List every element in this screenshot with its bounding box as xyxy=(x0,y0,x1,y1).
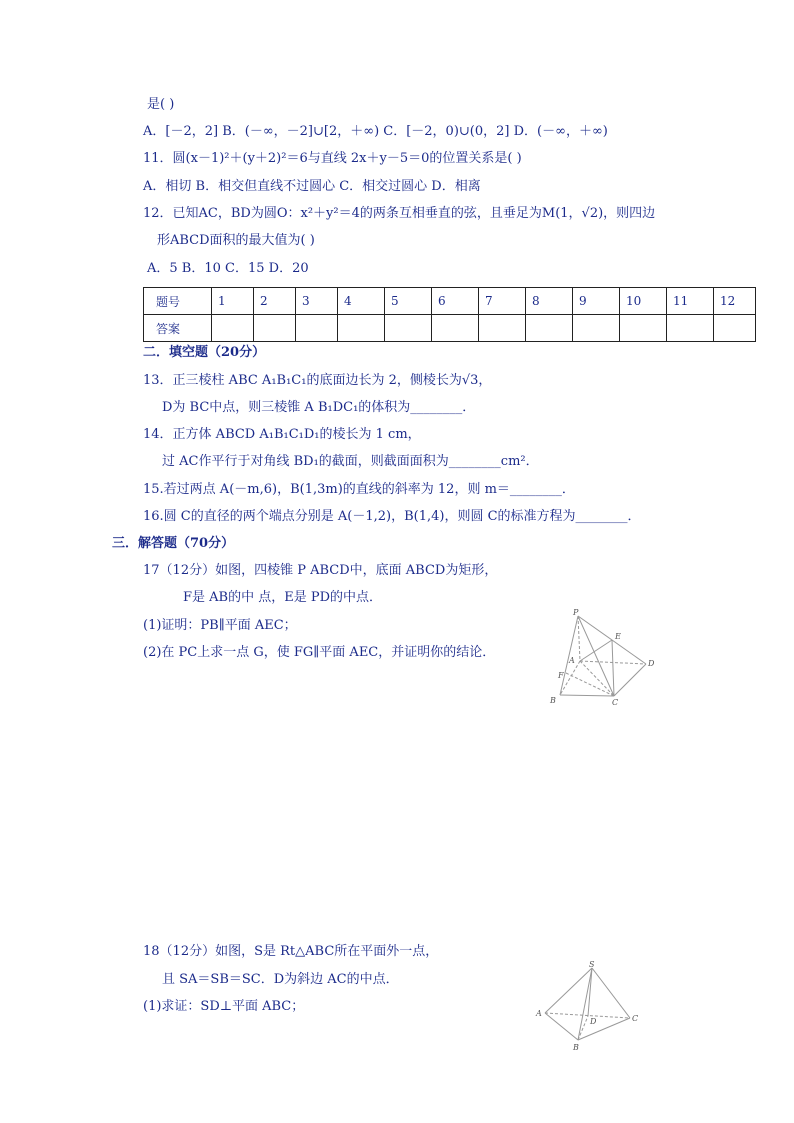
table-cell-number: 2 xyxy=(254,288,296,315)
q11-options: A．相切 B．相交但直线不过圆心 C．相交过圆心 D．相离 xyxy=(143,179,481,194)
label-c: C xyxy=(612,698,619,707)
section3-title: 三．解答题（70分） xyxy=(112,536,235,551)
answer-cell[interactable] xyxy=(526,315,573,342)
label-e: E xyxy=(615,632,621,641)
q16: 16.圆 C的直径的两个端点分别是 A(－1,2)，B(1,4)，则圆 C的标准方程为________． xyxy=(143,509,641,524)
answer-cell[interactable] xyxy=(479,315,526,342)
label-c: C xyxy=(632,1014,639,1023)
table-cell-number: 7 xyxy=(479,288,526,315)
q12-stem: 12．已知AC，BD为圆O：x²＋y²＝4的两条互相垂直的弦，且垂足为M(1，√2)，则四边 xyxy=(143,206,656,221)
answer-cell[interactable] xyxy=(432,315,479,342)
table-cell-number: 9 xyxy=(573,288,620,315)
table-cell-number: 12 xyxy=(714,288,756,315)
answer-cell[interactable] xyxy=(296,315,338,342)
table-cell-number: 6 xyxy=(432,288,479,315)
q17-line2: F是 AB的中 点，E是 PD的中点． xyxy=(183,590,383,605)
table-cell-number: 3 xyxy=(296,288,338,315)
answer-table-number-row xyxy=(144,288,756,315)
label-a: A xyxy=(569,656,575,665)
q18-pyramid-figure xyxy=(530,958,650,1053)
label-f: F xyxy=(558,671,564,680)
q18-part1: (1)求证：SD⊥平面 ABC； xyxy=(143,999,305,1014)
q18-line1: 18（12分）如图，S是 Rt△ABC所在平面外一点， xyxy=(143,944,439,959)
answer-table xyxy=(143,287,756,342)
q10-tail: 是( ) xyxy=(147,97,175,112)
table-cell-number: 4 xyxy=(338,288,385,315)
q10-options: A．[－2，2] B．(－∞，－2]∪[2，＋∞) C．[－2，0)∪(0，2] D．(－∞，＋∞) xyxy=(143,124,608,139)
table-cell-number: 1 xyxy=(212,288,254,315)
section2-title: 二．填空题（20分） xyxy=(143,345,266,360)
q14-line1: 14．正方体 ABCD A₁B₁C₁D₁的棱长为 1 cm， xyxy=(143,427,421,442)
q17-part2: (2)在 PC上求一点 G，使 FG∥平面 AEC，并证明你的结论． xyxy=(143,645,496,660)
q15: 15.若过两点 A(－m,6)，B(1,3m)的直线的斜率为 12，则 m＝________． xyxy=(143,482,575,497)
table-header-number: 题号 xyxy=(144,288,212,315)
answer-cell[interactable] xyxy=(338,315,385,342)
answer-cell[interactable] xyxy=(714,315,756,342)
q11-stem: 11．圆(x－1)²＋(y＋2)²＝6与直线 2x＋y－5＝0的位置关系是( ) xyxy=(143,151,522,166)
q17-pyramid-figure xyxy=(540,608,660,708)
answer-cell[interactable] xyxy=(620,315,667,342)
label-b: B xyxy=(550,696,556,705)
answer-table-answer-row xyxy=(144,315,756,342)
label-s: S xyxy=(589,960,595,969)
q12-options: A．5 B．10 C．15 D．20 xyxy=(147,261,309,276)
table-cell-number: 5 xyxy=(385,288,432,315)
answer-cell[interactable] xyxy=(385,315,432,342)
table-header-answer: 答案 xyxy=(144,315,212,342)
label-p: P xyxy=(573,608,579,617)
q13-line1: 13．正三棱柱 ABC A₁B₁C₁的底面边长为 2，侧棱长为√3， xyxy=(143,373,492,388)
label-a: A xyxy=(536,1009,542,1018)
label-d: D xyxy=(648,659,655,668)
answer-cell[interactable] xyxy=(573,315,620,342)
q18-line2: 且 SA＝SB＝SC．D为斜边 AC的中点． xyxy=(162,972,399,987)
q13-line2: D为 BC中点，则三棱锥 A B₁DC₁的体积为________． xyxy=(162,400,476,415)
label-d: D xyxy=(590,1017,597,1026)
q17-line1: 17（12分）如图，四棱锥 P ABCD中，底面 ABCD为矩形， xyxy=(143,563,498,578)
answer-cell[interactable] xyxy=(212,315,254,342)
q17-part1: (1)证明：PB∥平面 AEC； xyxy=(143,618,297,633)
q14-line2: 过 AC作平行于对角线 BD₁的截面，则截面面积为________cm²． xyxy=(162,454,539,469)
answer-cell[interactable] xyxy=(254,315,296,342)
answer-cell[interactable] xyxy=(667,315,714,342)
q12-stem-continued: 形ABCD面积的最大值为( ) xyxy=(157,233,315,248)
table-cell-number: 11 xyxy=(667,288,714,315)
table-cell-number: 10 xyxy=(620,288,667,315)
table-cell-number: 8 xyxy=(526,288,573,315)
label-b: B xyxy=(573,1043,579,1052)
